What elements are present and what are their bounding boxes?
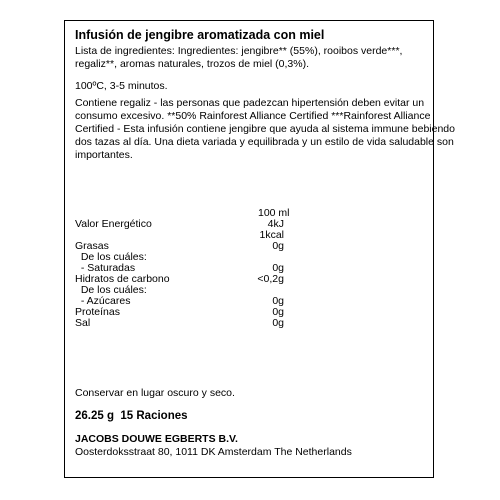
product-title: Infusión de jengibre aromatizada con miel — [75, 28, 325, 42]
nutrition-row-label: Hidratos de carbono — [75, 273, 170, 285]
nutrition-row-label: Grasas — [75, 240, 109, 252]
nutrition-row-label: Proteínas — [75, 306, 120, 318]
ingredients-line-2: regaliz**, aromas naturales, trozos de miel (0,3%). — [75, 58, 310, 70]
nutrition-row-value: 4kJ — [267, 218, 284, 230]
warning-line: consumo excesivo. **50% Rainforest Alliance Certified ***Rainforest Alliance — [75, 110, 431, 122]
nutrition-row-value: 0g — [272, 317, 284, 329]
nutrition-row-label: De los cuáles: — [75, 284, 147, 296]
warning-line: dos tazas al día. Una dieta variada y equilibrada y un estilo de vida saludable son — [75, 136, 454, 148]
ingredients-line-1: Lista de ingredientes: Ingredientes: jengibre** (55%), rooibos verde***, — [75, 45, 403, 57]
nutrition-row-label: - Azúcares — [75, 295, 131, 307]
nutrition-row-value: 0g — [272, 262, 284, 274]
nutrition-row-value: 0g — [272, 306, 284, 318]
preparation-text: 100ºC, 3-5 minutos. — [75, 80, 168, 92]
nutrition-row-value: 0g — [272, 295, 284, 307]
nutrition-row-label: Sal — [75, 317, 91, 329]
nutrition-row-label: De los cuáles: — [75, 251, 147, 263]
company-address: Oosterdoksstraat 80, 1011 DK Amsterdam The Netherlands — [75, 446, 352, 458]
warning-line: Contiene regaliz - las personas que padezcan hipertensión deben evitar un — [75, 97, 425, 109]
nutrition-column-header: 100 ml — [258, 207, 290, 219]
warning-line: importantes. — [75, 149, 133, 161]
company-name: JACOBS DOUWE EGBERTS B.V. — [75, 433, 238, 445]
net-quantity: 26.25 g 15 Raciones — [75, 410, 188, 422]
nutrition-row-label: Valor Energético — [75, 218, 152, 230]
storage-text: Conservar en lugar oscuro y seco. — [75, 387, 235, 399]
nutrition-row-label: - Saturadas — [75, 262, 136, 274]
warning-line: Certified - Esta infusión contiene jengibre que ayuda al sistema immune bebiendo — [75, 123, 455, 135]
nutrition-row-value: 0g — [272, 240, 284, 252]
nutrition-row-value: <0,2g — [257, 273, 284, 285]
nutrition-row-value: 1kcal — [259, 229, 284, 241]
